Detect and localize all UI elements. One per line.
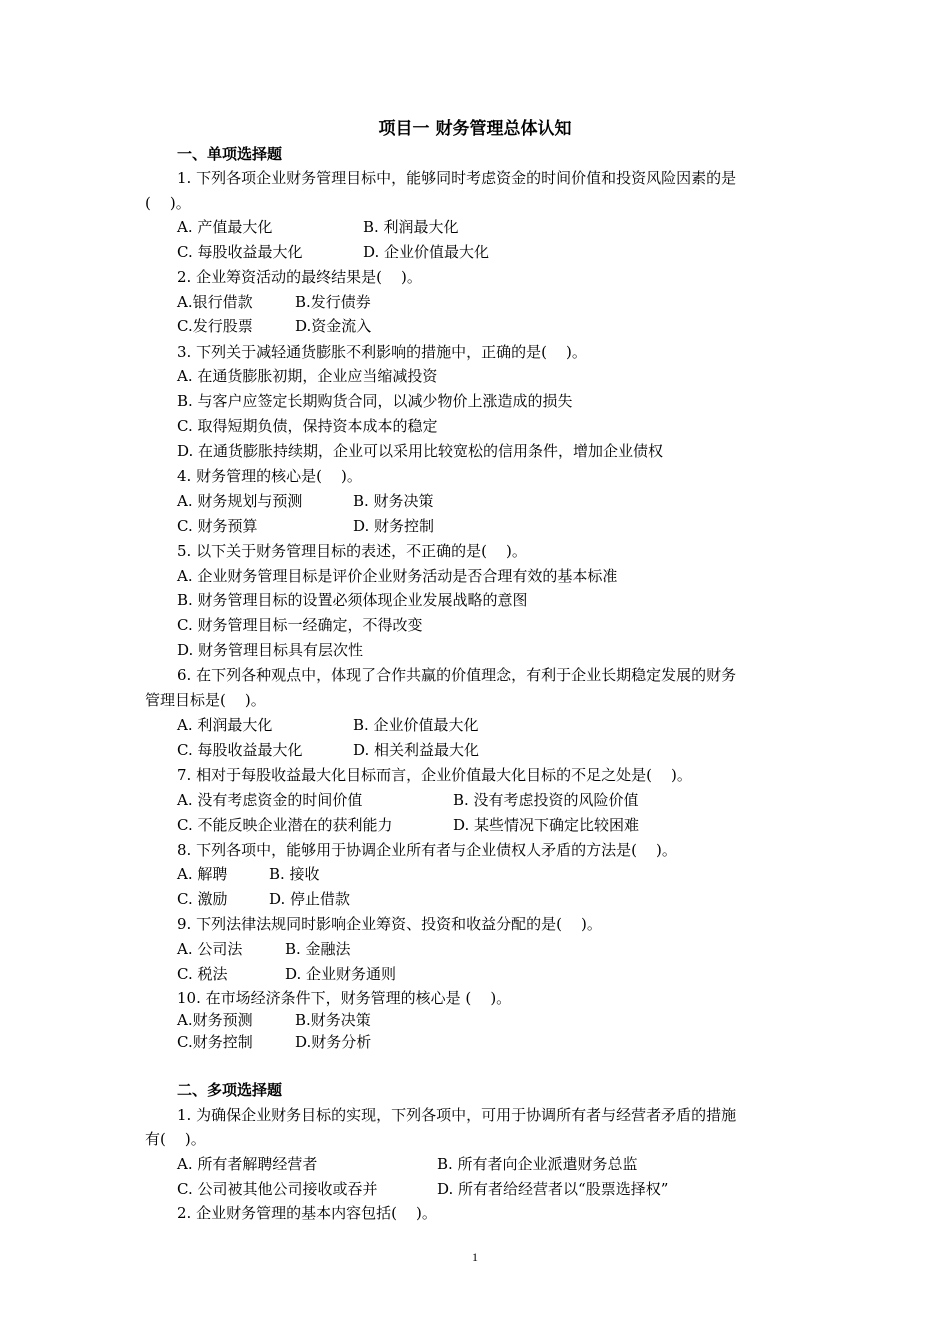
question-5: 5. 以下关于财务管理目标的表述，不正确的是( )。: [177, 542, 527, 560]
option-b: B. 财务决策: [353, 492, 434, 510]
question-6-cont: 管理目标是( )。: [145, 691, 266, 709]
question-4: 4. 财务管理的核心是( )。: [177, 467, 362, 485]
question-8: 8. 下列各项中，能够用于协调企业所有者与企业债权人矛盾的方法是( )。: [177, 841, 677, 859]
option-a: A. 解聘: [177, 865, 228, 883]
question-4-options-row2: [177, 516, 434, 536]
question-3-option-a: A. 在通货膨胀初期，企业应当缩减投资: [177, 367, 438, 385]
question-10: 10. 在市场经济条件下，财务管理的核心是 ( )。: [177, 989, 512, 1007]
option-c: C. 每股收益最大化: [177, 243, 303, 261]
option-a: A. 财务规划与预测: [177, 492, 303, 510]
option-b: B.发行债券: [295, 293, 371, 311]
question-1-cont: ( )。: [145, 194, 191, 212]
option-c: C. 激励: [177, 890, 228, 908]
option-d: D. 相关利益最大化: [353, 741, 480, 759]
option-a: A.银行借款: [177, 293, 253, 311]
question-5-option-d: D. 财务管理目标具有层次性: [177, 641, 364, 659]
option-d: D.资金流入: [295, 317, 372, 335]
question-7: 7. 相对于每股收益最大化目标而言，企业价值最大化目标的不足之处是( )。: [177, 766, 692, 784]
question-7-options-row1: [177, 790, 639, 810]
option-d: D.财务分析: [295, 1033, 372, 1051]
question-5-option-c: C. 财务管理目标一经确定，不得改变: [177, 616, 423, 634]
option-b: B. 没有考虑投资的风险价值: [453, 791, 639, 809]
option-a: A.财务预测: [177, 1011, 253, 1029]
question-1-options-row1: [177, 217, 459, 237]
option-b: B.财务决策: [295, 1011, 371, 1029]
question-9-options-row1: [177, 939, 351, 959]
question-10-options-row2: [177, 1032, 371, 1052]
option-b: B. 企业价值最大化: [353, 716, 479, 734]
question-2: 2. 企业筹资活动的最终结果是( )。: [177, 268, 422, 286]
option-c: C.发行股票: [177, 317, 253, 335]
option-a: A. 没有考虑资金的时间价值: [177, 791, 363, 809]
question-3: 3. 下列关于减轻通货膨胀不利影响的措施中，正确的是( )。: [177, 343, 587, 361]
mc-question-1-options-row2: [177, 1179, 668, 1199]
question-8-options-row1: [177, 864, 320, 884]
option-c: C. 公司被其他公司接收或吞并: [177, 1180, 378, 1198]
option-a: A. 公司法: [177, 940, 243, 958]
question-5-option-b: B. 财务管理目标的设置必须体现企业发展战略的意图: [177, 591, 528, 609]
page-number: 1: [472, 1250, 478, 1264]
question-9-options-row2: [177, 964, 396, 984]
option-c: C.财务控制: [177, 1033, 253, 1051]
question-6: 6. 在下列各种观点中，体现了合作共赢的价值理念，有利于企业长期稳定发展的财务: [177, 666, 737, 684]
question-4-options-row1: [177, 491, 434, 511]
option-a: A. 利润最大化: [177, 716, 273, 734]
option-b: B. 接收: [269, 865, 320, 883]
question-7-options-row2: [177, 815, 639, 835]
mc-question-2: 2. 企业财务管理的基本内容包括( )。: [177, 1204, 437, 1222]
mc-question-1-options-row1: [177, 1154, 638, 1174]
mc-question-1-cont: 有( )。: [145, 1130, 206, 1148]
option-d: D. 某些情况下确定比较困难: [453, 816, 640, 834]
option-c: C. 财务预算: [177, 517, 258, 535]
option-b: B. 利润最大化: [363, 218, 459, 236]
section-heading-single-choice: 一、单项选择题: [177, 145, 283, 163]
question-6-options-row1: [177, 715, 479, 735]
option-d: D. 企业价值最大化: [363, 243, 490, 261]
option-b: B. 所有者向企业派遣财务总监: [437, 1155, 638, 1173]
question-10-options-row1: [177, 1010, 371, 1030]
option-d: D. 企业财务通则: [285, 965, 397, 983]
question-2-options-row2: [177, 316, 371, 336]
question-1: 1. 下列各项企业财务管理目标中，能够同时考虑资金的时间价值和投资风险因素的是: [177, 169, 737, 187]
option-c: C. 税法: [177, 965, 228, 983]
option-b: B. 金融法: [285, 940, 351, 958]
question-1-options-row2: [177, 242, 489, 262]
option-a: A. 产值最大化: [177, 218, 273, 236]
page-title: 项目一 财务管理总体认知: [378, 119, 572, 139]
question-3-option-c: C. 取得短期负债，保持资本成本的稳定: [177, 417, 438, 435]
section-heading-multiple-choice: 二、多项选择题: [177, 1081, 283, 1099]
option-d: D. 停止借款: [269, 890, 351, 908]
question-6-options-row2: [177, 740, 479, 760]
question-5-option-a: A. 企业财务管理目标是评价企业财务活动是否合理有效的基本标准: [177, 567, 618, 585]
option-a: A. 所有者解聘经营者: [177, 1155, 318, 1173]
option-c: C. 不能反映企业潜在的获利能力: [177, 816, 393, 834]
option-c: C. 每股收益最大化: [177, 741, 303, 759]
question-3-option-d: D. 在通货膨胀持续期，企业可以采用比较宽松的信用条件，增加企业债权: [177, 442, 664, 460]
question-8-options-row2: [177, 889, 350, 909]
option-d: D. 所有者给经营者以“股票选择权”: [437, 1180, 669, 1198]
mc-question-1: 1. 为确保企业财务目标的实现，下列各项中，可用于协调所有者与经营者矛盾的措施: [177, 1106, 737, 1124]
question-9: 9. 下列法律法规同时影响企业筹资、投资和收益分配的是( )。: [177, 915, 602, 933]
question-3-option-b: B. 与客户应签定长期购货合同，以减少物价上涨造成的损失: [177, 392, 573, 410]
question-2-options-row1: [177, 292, 371, 312]
option-d: D. 财务控制: [353, 517, 435, 535]
